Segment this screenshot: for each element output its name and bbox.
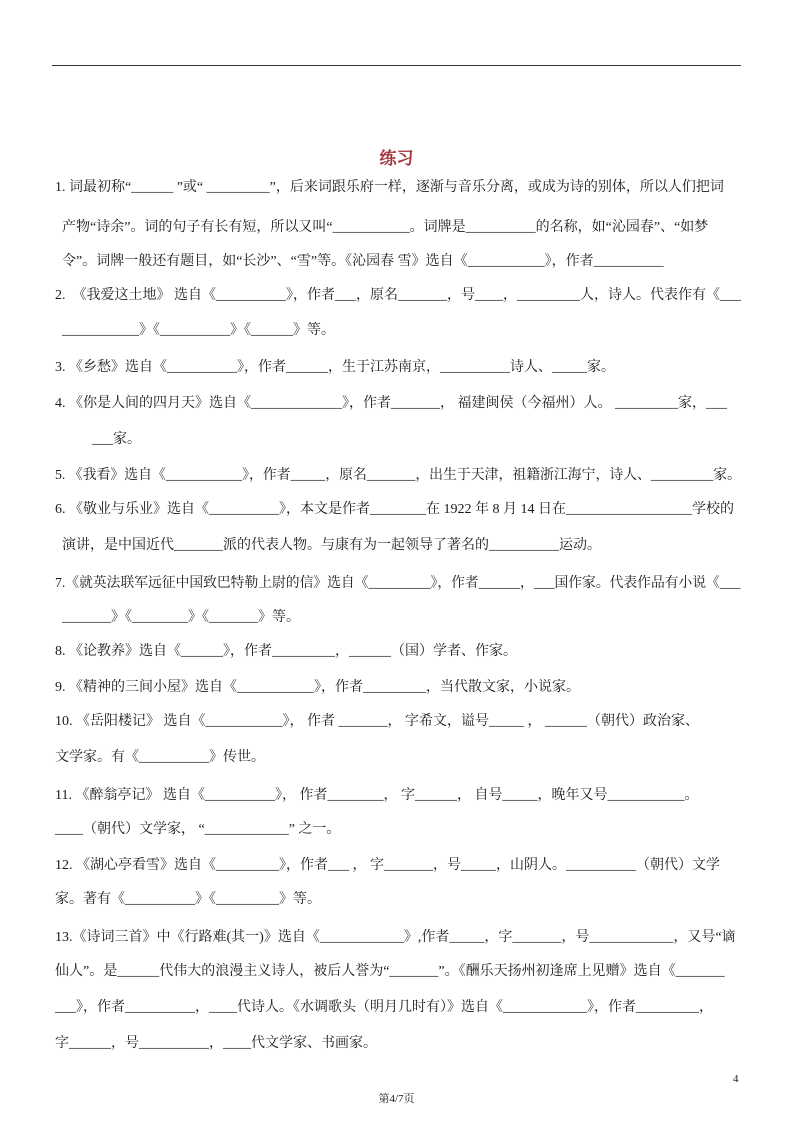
page-title: 练习 xyxy=(379,149,414,168)
q9-line-1: 9. 《精神的三间小屋》选自《___________》，作者_________，当代散文家，小说家。 xyxy=(55,680,580,695)
q7-line-2: _______》《________》《_______》等。 xyxy=(62,610,300,625)
q11-line-1: 11. 《醉翁亭记》 选自《__________》， 作者________， 字______， 自号_____，晚年又号___________。 xyxy=(55,788,699,803)
q10-line-1: 10. 《岳阳楼记》 选自《___________》， 作者 _______， 字希文，谥号_____ ， ______（朝代）政治家、 xyxy=(55,714,699,729)
q10-line-2: 文学家。有《__________》传世。 xyxy=(55,750,265,765)
q12-line-1: 12. 《湖心亭看雪》选自《_________》，作者___ ， 字_______，号_____，山阴人。__________（朝代）文学 xyxy=(55,858,720,873)
q13-line-1: 13.《诗词三首》中《行路难(其一)》选自《____________》,作者_____，字_______，号____________，又号“谪 xyxy=(55,930,736,945)
q2-line-2: ___________》《__________》《______》等。 xyxy=(62,323,335,338)
q6-line-1: 6. 《敬业与乐业》选自《__________》，本文是作者________在 1922 年 8 月 14 日在__________________学校的 xyxy=(55,502,734,517)
q8-line-1: 8. 《论教养》选自《______》，作者_________，______（国）学者、作家。 xyxy=(55,644,517,659)
q11-line-2: ____（朝代）文学家， “____________” 之一。 xyxy=(55,822,341,837)
q13-line-2: 仙人”。是______代伟大的浪漫主义诗人，被后人誉为“_______”。《酬乐天扬州初逢席上见赠》选自《_______ xyxy=(55,964,725,979)
q12-line-2: 家。著有《__________》《_________》等。 xyxy=(55,892,321,907)
page-footer: 第4/7页 xyxy=(378,1093,415,1105)
page-number: 4 xyxy=(733,1073,739,1085)
q7-line-1: 7.《就英法联军远征中国致巴特勒上尉的信》选自《_________》，作者______，___国作家。代表作品有小说《___ xyxy=(55,576,741,591)
q1-line-1: 1. 词最初称“______ ”或“ _________”，后来词跟乐府一样，逐渐与音乐分离，或成为诗的别体，所以人们把词 xyxy=(55,180,724,195)
q3-line-1: 3. 《乡愁》选自《__________》，作者______，生于江苏南京，__________诗人、_____家。 xyxy=(55,360,615,375)
header-rule xyxy=(52,65,741,66)
q2-line-1: 2. 《我爱这土地》 选自《__________》，作者___，原名_______，号____，_________人，诗人。代表作有《___ xyxy=(55,288,741,303)
q13-line-4: 字______，号__________，____代文学家、书画家。 xyxy=(55,1036,377,1051)
q1-line-2: 产物“诗余”。词的句子有长有短，所以又叫“___________。词牌是__________的名称，如“沁园春”、“如梦 xyxy=(62,220,709,235)
q13-line-3: ___》，作者__________，____代诗人。《水调歌头（明月几时有）》选自《____________》，作者_________， xyxy=(55,1000,713,1015)
q5-line-1: 5. 《我看》选自《___________》，作者_____，原名_______，出生于天津，祖籍浙江海宁，诗人、_________家。 xyxy=(55,468,741,483)
q6-line-2: 演讲，是中国近代_______派的代表人物。与康有为一起领导了著名的__________运动。 xyxy=(62,538,601,553)
q4-line-2: ___家。 xyxy=(92,432,141,447)
q1-line-3: 令”。词牌一般还有题目，如“长沙”、“雪”等。《沁园春 雪》选自《___________》，作者__________ xyxy=(62,254,664,269)
q4-line-1: 4. 《你是人间的四月天》选自《_____________》，作者_______， 福建闽侯（今福州）人。 _________家，___ xyxy=(55,396,727,411)
